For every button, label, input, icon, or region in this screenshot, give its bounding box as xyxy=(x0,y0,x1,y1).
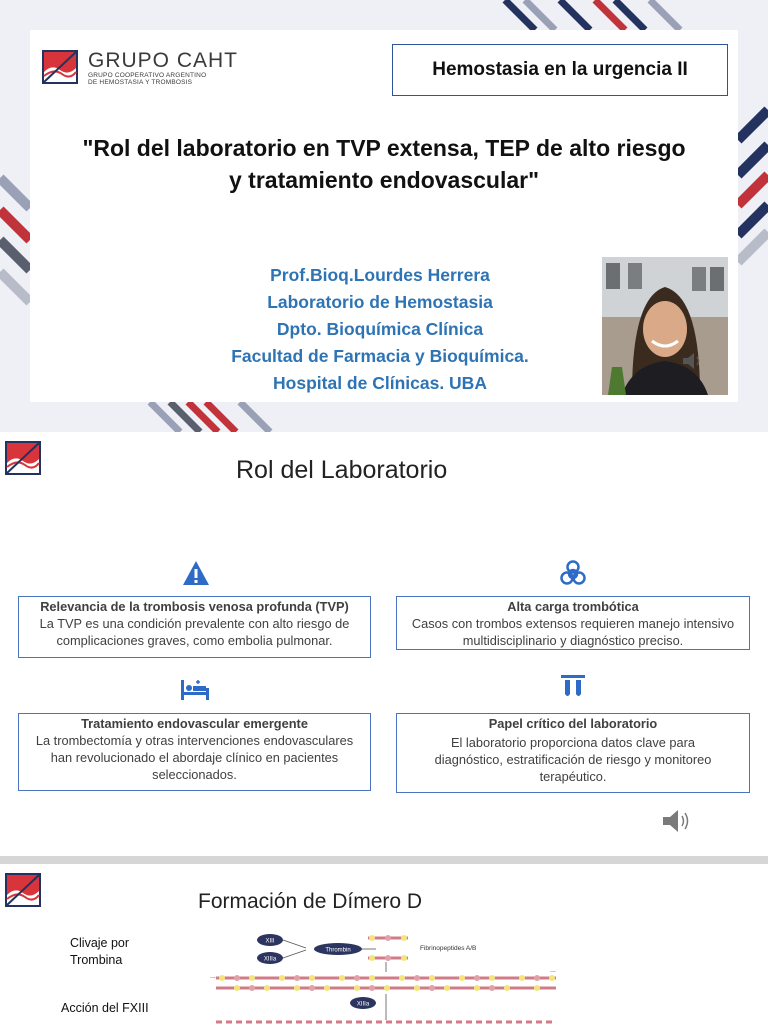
test-tubes-icon xyxy=(560,674,586,700)
step-label-thrombin xyxy=(70,935,129,969)
author-info xyxy=(190,262,570,397)
slide-title: Formación de Dímero D xyxy=(198,890,423,913)
presentation-title xyxy=(40,132,728,196)
info-box-endovascular xyxy=(18,713,371,791)
ellipsis-right: ... xyxy=(550,967,556,974)
warning-icon xyxy=(182,560,210,586)
author-line: Hospital de Clínicas. UBA xyxy=(273,373,487,393)
d-dimer-slide xyxy=(0,864,768,1024)
role-slide xyxy=(0,432,768,856)
box-title: Relevancia de la trombosis venosa profunda (TVP) xyxy=(40,599,349,614)
caht-logo-icon xyxy=(42,50,78,84)
caht-logo-icon xyxy=(5,441,41,475)
info-box-tvp xyxy=(18,596,371,658)
biohazard-icon xyxy=(559,560,587,588)
author-line: Laboratorio de Hemostasia xyxy=(267,292,493,312)
logo-wordmark xyxy=(88,50,238,86)
logo-subtitle: GRUPO COOPERATIVO ARGENTINO xyxy=(88,72,207,79)
box-body: han revolucionado el abordaje clínico en pacientes xyxy=(50,750,339,765)
info-box-papel xyxy=(396,713,750,793)
course-title-box xyxy=(392,44,728,96)
box-title: Tratamiento endovascular emergente xyxy=(81,716,308,731)
title-slide xyxy=(0,0,768,432)
ellipsis-left: ... xyxy=(210,973,216,980)
node-thrombin: Thrombin xyxy=(325,947,351,954)
fibrin-diagram xyxy=(208,928,568,1024)
box-body: El laboratorio proporciona datos clave para xyxy=(451,735,695,750)
speaker-icon[interactable] xyxy=(660,806,692,836)
box-body: multidisciplinario y diagnóstico preciso. xyxy=(462,633,684,648)
node-xiiia-crosslink: XIIIa xyxy=(356,1001,370,1008)
label-line: Clivaje por xyxy=(70,936,130,950)
slide-title: Rol del Laboratorio xyxy=(236,456,448,484)
fibrin-polymer xyxy=(216,975,556,991)
box-body: diagnóstico, estratificación de riesgo y monitoreo xyxy=(434,752,712,767)
box-body: La TVP es una condición prevalente con alto riesgo de xyxy=(39,616,350,631)
label-line: Trombina xyxy=(70,953,123,967)
fibrinopeptides-label: Fibrinopeptides A/B xyxy=(420,945,477,952)
logo-subtitle: DE HEMOSTASIA Y TROMBOSIS xyxy=(88,79,193,86)
box-title: Alta carga trombótica xyxy=(507,599,639,614)
box-body: Casos con trombos extensos requieren manejo intensivo xyxy=(411,616,735,631)
caht-logo-icon xyxy=(5,873,41,907)
node-xiiia: XIIIa xyxy=(263,956,277,963)
slide-separator xyxy=(0,856,768,864)
logo-title: GRUPO CAHT xyxy=(88,49,239,72)
author-line: Prof.Bioq.Lourdes Herrera xyxy=(270,265,490,285)
author-line: Dpto. Bioquímica Clínica xyxy=(276,319,484,339)
box-body: terapéutico. xyxy=(539,769,607,784)
speaker-icon[interactable] xyxy=(680,349,704,373)
step-label-fxiii: Acción del FXIII xyxy=(61,1001,149,1015)
fibrinogen-strand xyxy=(368,935,408,961)
title-line: "Rol del laboratorio en TVP extensa, TEP de alto riesgo xyxy=(82,135,686,161)
box-body: seleccionados. xyxy=(152,767,237,782)
info-box-carga xyxy=(396,596,750,650)
author-line: Facultad de Farmacia y Bioquímica. xyxy=(231,346,529,366)
box-body: La trombectomía y otras intervenciones endovasculares xyxy=(35,733,354,748)
hospital-bed-icon xyxy=(180,678,210,700)
presenter-photo xyxy=(602,257,728,395)
title-line: y tratamiento endovascular" xyxy=(228,167,539,193)
course-title: Hemostasia en la urgencia II xyxy=(432,59,688,80)
box-body: complicaciones graves, como embolia pulmonar. xyxy=(56,633,333,648)
box-title: Papel crítico del laboratorio xyxy=(488,716,658,731)
node-xiii: XIII xyxy=(265,938,275,945)
